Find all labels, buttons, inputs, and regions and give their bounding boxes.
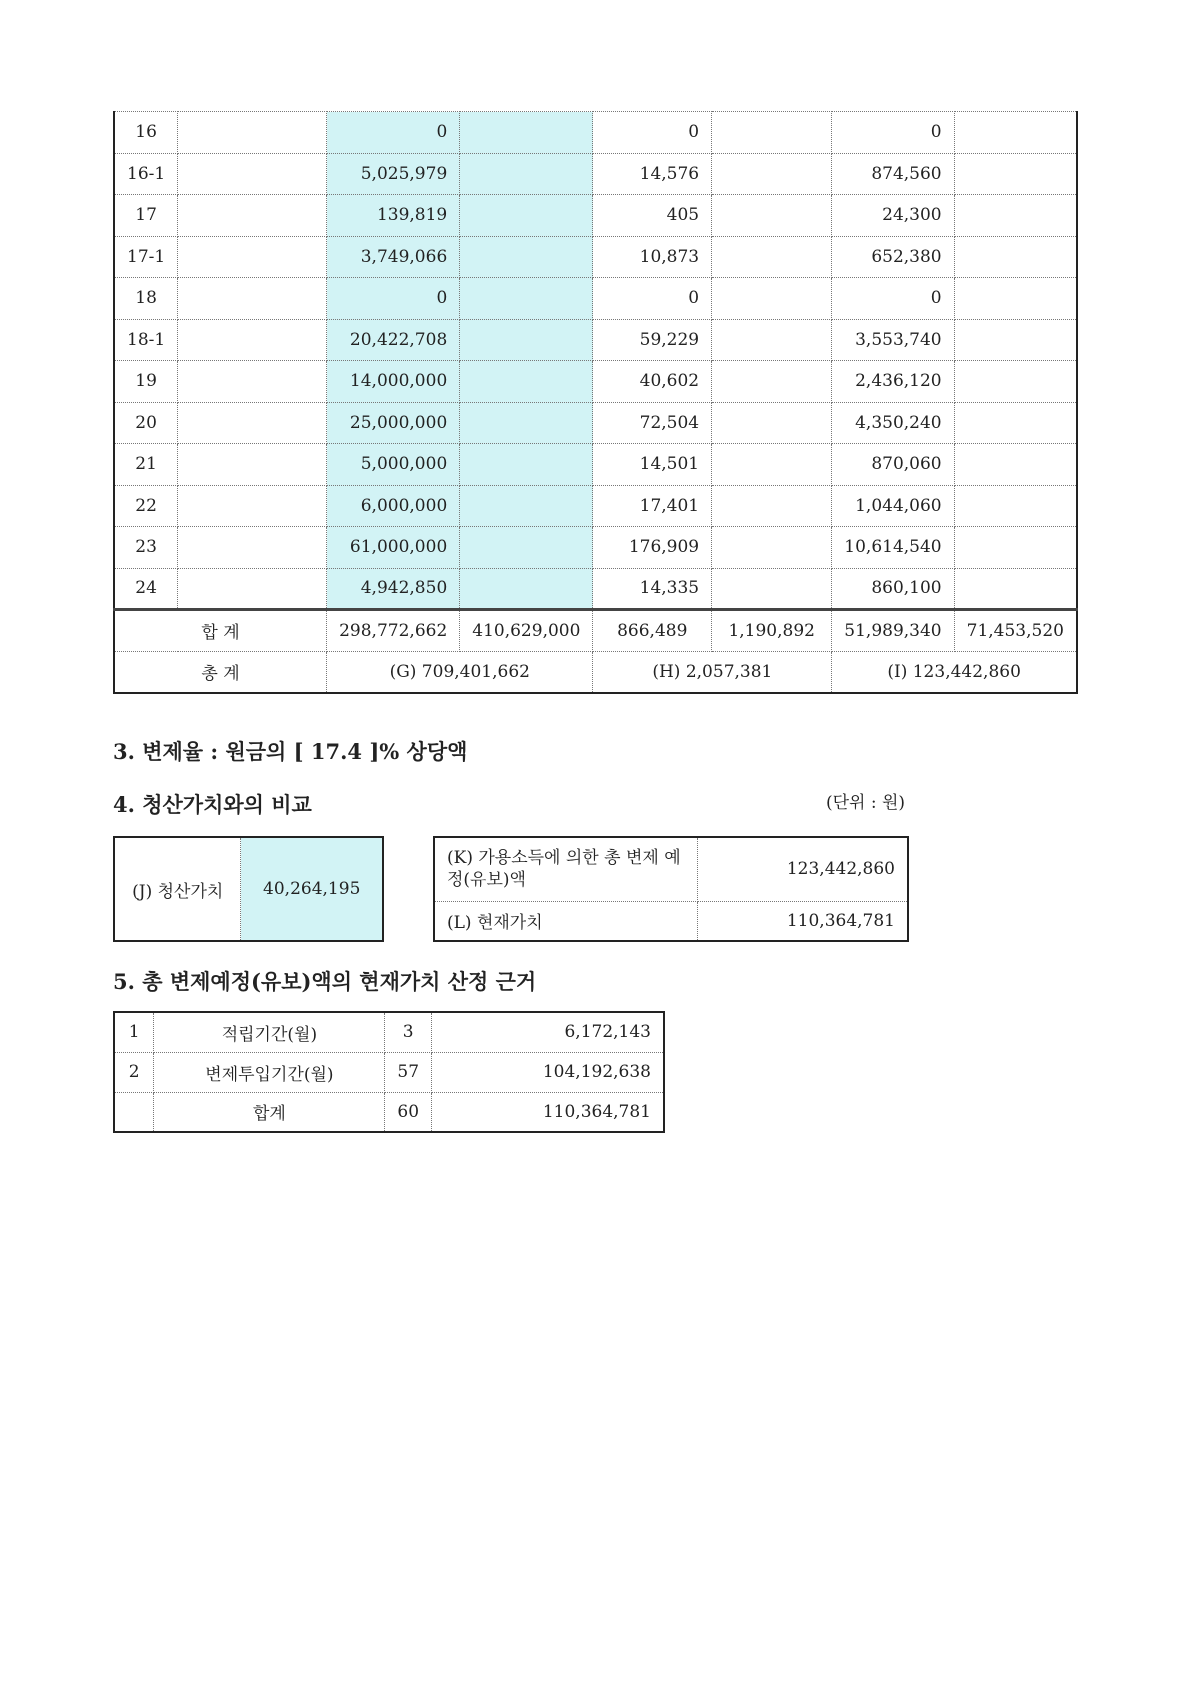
row-number: 23	[114, 527, 178, 569]
blank-cell	[954, 361, 1077, 403]
blank-highlight-cell	[460, 319, 593, 361]
blank-cell	[954, 485, 1077, 527]
row-number	[114, 1092, 154, 1132]
blank-cell	[954, 153, 1077, 195]
blank-cell	[954, 444, 1077, 486]
principal-amount: 25,000,000	[327, 402, 460, 444]
section3-title: 3. 변제율 : 원금의 [ 17.4 ]% 상당액	[113, 739, 468, 764]
monthly-amount: 176,909	[593, 527, 712, 569]
total-repay-amount: 10,614,540	[832, 527, 954, 569]
blank-cell	[954, 568, 1077, 610]
blank-cell	[954, 278, 1077, 320]
table-row	[114, 568, 1077, 610]
period-label: 변제투입기간(월)	[154, 1052, 385, 1092]
table-row	[114, 485, 1077, 527]
monthly-amount: 14,335	[593, 568, 712, 610]
blank-highlight-cell	[460, 112, 593, 154]
amount: 110,364,781	[432, 1092, 664, 1132]
blank-highlight-cell	[460, 444, 593, 486]
principal-amount: 20,422,708	[327, 319, 460, 361]
total-repay-amount: 24,300	[832, 195, 954, 237]
row-number: 19	[114, 361, 178, 403]
liquidation-value: 40,264,195	[241, 837, 383, 941]
blank-cell	[712, 568, 832, 610]
months: 3	[385, 1012, 432, 1052]
sum-d: 1,190,892	[712, 610, 832, 652]
blank-highlight-cell	[460, 361, 593, 403]
k-value: 123,442,860	[697, 837, 908, 901]
period-label: 적립기간(월)	[154, 1012, 385, 1052]
total-label: 총 계	[114, 651, 327, 693]
present-value-basis-table	[113, 1011, 665, 1133]
blank-cell	[712, 485, 832, 527]
monthly-amount: 40,602	[593, 361, 712, 403]
total-repay-amount: 0	[832, 278, 954, 320]
blank-cell	[712, 153, 832, 195]
blank-highlight-cell	[460, 568, 593, 610]
amount: 6,172,143	[432, 1012, 664, 1052]
sum-c: 866,489	[593, 610, 712, 652]
total-repay-amount: 2,436,120	[832, 361, 954, 403]
row-number: 17-1	[114, 236, 178, 278]
blank-highlight-cell	[460, 278, 593, 320]
blank-cell	[954, 527, 1077, 569]
blank-cell	[712, 402, 832, 444]
monthly-amount: 72,504	[593, 402, 712, 444]
monthly-amount: 0	[593, 278, 712, 320]
row-number: 2	[114, 1052, 154, 1092]
period-label: 합계	[154, 1092, 385, 1132]
months: 60	[385, 1092, 432, 1132]
total-repay-amount: 4,350,240	[832, 402, 954, 444]
row-number: 21	[114, 444, 178, 486]
creditor-cell	[178, 568, 327, 610]
liquidation-label: (J) 청산가치	[114, 837, 241, 941]
total-h: (H) 2,057,381	[593, 651, 832, 693]
total-repay-amount: 3,553,740	[832, 319, 954, 361]
liquidation-table	[113, 836, 384, 942]
blank-cell	[712, 278, 832, 320]
monthly-amount: 59,229	[593, 319, 712, 361]
section5-title: 5. 총 변제예정(유보)액의 현재가치 산정 근거	[113, 969, 537, 994]
table-row	[114, 1012, 664, 1052]
row-number: 24	[114, 568, 178, 610]
monthly-amount: 14,501	[593, 444, 712, 486]
blank-cell	[712, 319, 832, 361]
blank-cell	[712, 444, 832, 486]
principal-amount: 14,000,000	[327, 361, 460, 403]
l-label: (L) 현재가치	[434, 901, 697, 941]
principal-amount: 5,025,979	[327, 153, 460, 195]
blank-cell	[954, 319, 1077, 361]
creditor-cell	[178, 112, 327, 154]
k-label: (K) 가용소득에 의한 총 변제 예정(유보)액	[434, 837, 697, 901]
principal-amount: 0	[327, 278, 460, 320]
creditor-cell	[178, 278, 327, 320]
table-row	[114, 112, 1077, 154]
blank-highlight-cell	[460, 236, 593, 278]
row-number: 22	[114, 485, 178, 527]
sum-a: 298,772,662	[327, 610, 460, 652]
blank-cell	[954, 402, 1077, 444]
principal-amount: 139,819	[327, 195, 460, 237]
row-number: 1	[114, 1012, 154, 1052]
comparison-table	[433, 836, 909, 942]
total-i: (I) 123,442,860	[832, 651, 1077, 693]
creditor-cell	[178, 402, 327, 444]
blank-cell	[954, 195, 1077, 237]
creditor-cell	[178, 485, 327, 527]
table-row	[114, 195, 1077, 237]
sum-label: 합 계	[114, 610, 327, 652]
row-number: 18	[114, 278, 178, 320]
table-row	[114, 402, 1077, 444]
row-number: 20	[114, 402, 178, 444]
creditor-cell	[178, 195, 327, 237]
blank-highlight-cell	[460, 195, 593, 237]
creditor-cell	[178, 361, 327, 403]
creditor-cell	[178, 527, 327, 569]
principal-amount: 61,000,000	[327, 527, 460, 569]
monthly-amount: 10,873	[593, 236, 712, 278]
creditor-cell	[178, 236, 327, 278]
sum-b: 410,629,000	[460, 610, 593, 652]
sum-f: 71,453,520	[954, 610, 1077, 652]
amount: 104,192,638	[432, 1052, 664, 1092]
blank-highlight-cell	[460, 527, 593, 569]
blank-cell	[712, 195, 832, 237]
table-row	[114, 527, 1077, 569]
principal-amount: 3,749,066	[327, 236, 460, 278]
blank-cell	[954, 236, 1077, 278]
row-number: 18-1	[114, 319, 178, 361]
total-repay-amount: 1,044,060	[832, 485, 954, 527]
principal-amount: 5,000,000	[327, 444, 460, 486]
table-row	[114, 444, 1077, 486]
blank-cell	[712, 361, 832, 403]
section4-title: 4. 청산가치와의 비교	[113, 792, 312, 817]
row-number: 16	[114, 112, 178, 154]
creditor-cell	[178, 319, 327, 361]
creditor-cell	[178, 444, 327, 486]
total-repay-amount: 870,060	[832, 444, 954, 486]
unit-label: (단위 : 원)	[826, 793, 906, 813]
table-row	[114, 361, 1077, 403]
principal-amount: 4,942,850	[327, 568, 460, 610]
monthly-amount: 14,576	[593, 153, 712, 195]
row-number: 16-1	[114, 153, 178, 195]
sum-e: 51,989,340	[832, 610, 954, 652]
total-repay-amount: 0	[832, 112, 954, 154]
blank-highlight-cell	[460, 402, 593, 444]
total-repay-amount: 652,380	[832, 236, 954, 278]
table-row	[114, 319, 1077, 361]
monthly-amount: 0	[593, 112, 712, 154]
blank-cell	[712, 527, 832, 569]
table-row	[114, 278, 1077, 320]
blank-highlight-cell	[460, 153, 593, 195]
monthly-amount: 405	[593, 195, 712, 237]
monthly-amount: 17,401	[593, 485, 712, 527]
total-row	[114, 651, 1077, 693]
principal-amount: 0	[327, 112, 460, 154]
months: 57	[385, 1052, 432, 1092]
table-row	[114, 153, 1077, 195]
creditor-cell	[178, 153, 327, 195]
total-repay-amount: 874,560	[832, 153, 954, 195]
row-number: 17	[114, 195, 178, 237]
total-g: (G) 709,401,662	[327, 651, 593, 693]
l-value: 110,364,781	[697, 901, 908, 941]
blank-cell	[712, 236, 832, 278]
table-row	[114, 236, 1077, 278]
table-row	[114, 1092, 664, 1132]
total-repay-amount: 860,100	[832, 568, 954, 610]
sum-row	[114, 610, 1077, 652]
blank-cell	[954, 112, 1077, 154]
table-row	[114, 1052, 664, 1092]
blank-highlight-cell	[460, 485, 593, 527]
blank-cell	[712, 112, 832, 154]
principal-amount: 6,000,000	[327, 485, 460, 527]
repayment-table	[113, 111, 1078, 694]
